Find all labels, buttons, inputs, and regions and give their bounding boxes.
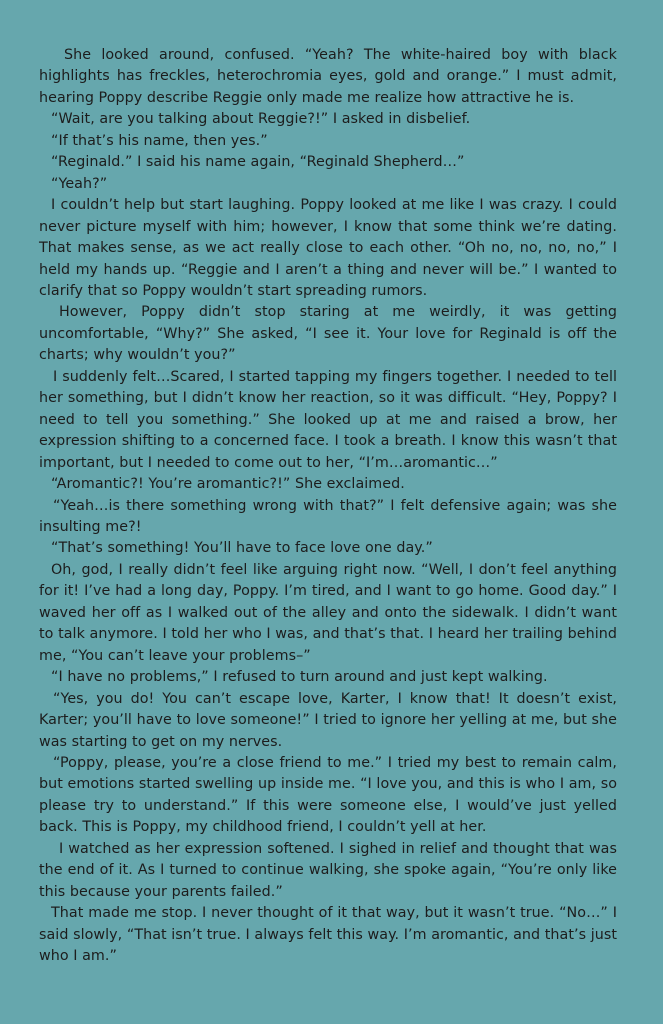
paragraph: I suddenly felt…Scared, I started tapping my fingers together. I needed to tell her something, but I didn’t know her reaction, so it was difficult. “Hey, Poppy? I need to tell you something.” She looked up at me and raised a brow, her expression shifting to a concerned face. I took a breath. I know this wasn’t that important, but I needed to come out to her, “I’m…aromantic…” <box>39 368 617 471</box>
paragraph: “That’s something! You’ll have to face love one day.” <box>51 540 433 557</box>
paragraph: However, Poppy didn’t stop staring at me weirdly, it was getting uncomfortable, “Why?” She asked, “I see it. Your love for Reginald is off the charts; why wouldn’t you?” <box>39 304 617 364</box>
paragraph: “Yes, you do! You can’t escape love, Karter, I know that! It doesn’t exist, Karter; you’ll have to love someone!” I tried to ignore her yelling at me, but she was starting to get on my nerves. <box>39 690 617 750</box>
paragraph: “Reginald.” I said his name again, “Reginald Shepherd…” <box>51 154 465 171</box>
paragraph: I watched as her expression softened. I sighed in relief and thought that was the end of it. As I turned to continue walking, she spoke again, “You’re only like this because your parents failed.” <box>39 840 617 900</box>
paragraph: She looked around, confused. “Yeah? The white-haired boy with black highlights has freckles, heterochromia eyes, gold and orange.” I must admit, hearing Poppy describe Reggie only made me realize how attractive he is. <box>39 47 617 106</box>
paragraph: “If that’s his name, then yes.” <box>51 132 268 149</box>
paragraph: “Aromantic?! You’re aromantic?!” She exclaimed. <box>51 476 405 493</box>
paragraph: “Yeah?” <box>51 175 108 192</box>
paragraph: That made me stop. I never thought of it that way, but it wasn’t true. “No…” I said slowly, “That isn’t true. I always felt this way. I’m aromantic, and that’s just who I am.” <box>39 905 617 965</box>
paragraph: “Poppy, please, you’re a close friend to me.” I tried my best to remain calm, but emotions started swelling up inside me. “I love you, and this is who I am, so please try to understand.” If this were someone else, I would’ve just yelled back. This is Poppy, my childhood friend, I couldn’t yell at her. <box>39 754 617 836</box>
paragraph: Oh, god, I really didn’t feel like arguing right now. “Well, I don’t feel anything for it! I’ve had a long day, Poppy. I’m tired, and I want to go home. Good day.” I waved her off as I walked out of the alley and onto the sidewalk. I didn’t want to talk anymore. I told her who I was, and that’s that. I heard her trailing behind me, “You can’t leave your problems–” <box>39 561 617 664</box>
story-text <box>39 45 617 967</box>
paragraph: “I have no problems,” I refused to turn around and just kept walking. <box>51 669 548 686</box>
paragraph: I couldn’t help but start laughing. Poppy looked at me like I was crazy. I could never picture myself with him; however, I know that some think we’re dating. That makes sense, as we act really close to each other. “Oh no, no, no, no,” I held my hands up. “Reggie and I aren’t a thing and never will be.” I wanted to clarify that so Poppy wouldn’t start spreading rumors. <box>39 197 617 299</box>
paragraph: “Yeah…is there something wrong with that?” I felt defensive again; was she insulting me?! <box>39 497 617 535</box>
paragraph: “Wait, are you talking about Reggie?!” I asked in disbelief. <box>51 111 471 128</box>
